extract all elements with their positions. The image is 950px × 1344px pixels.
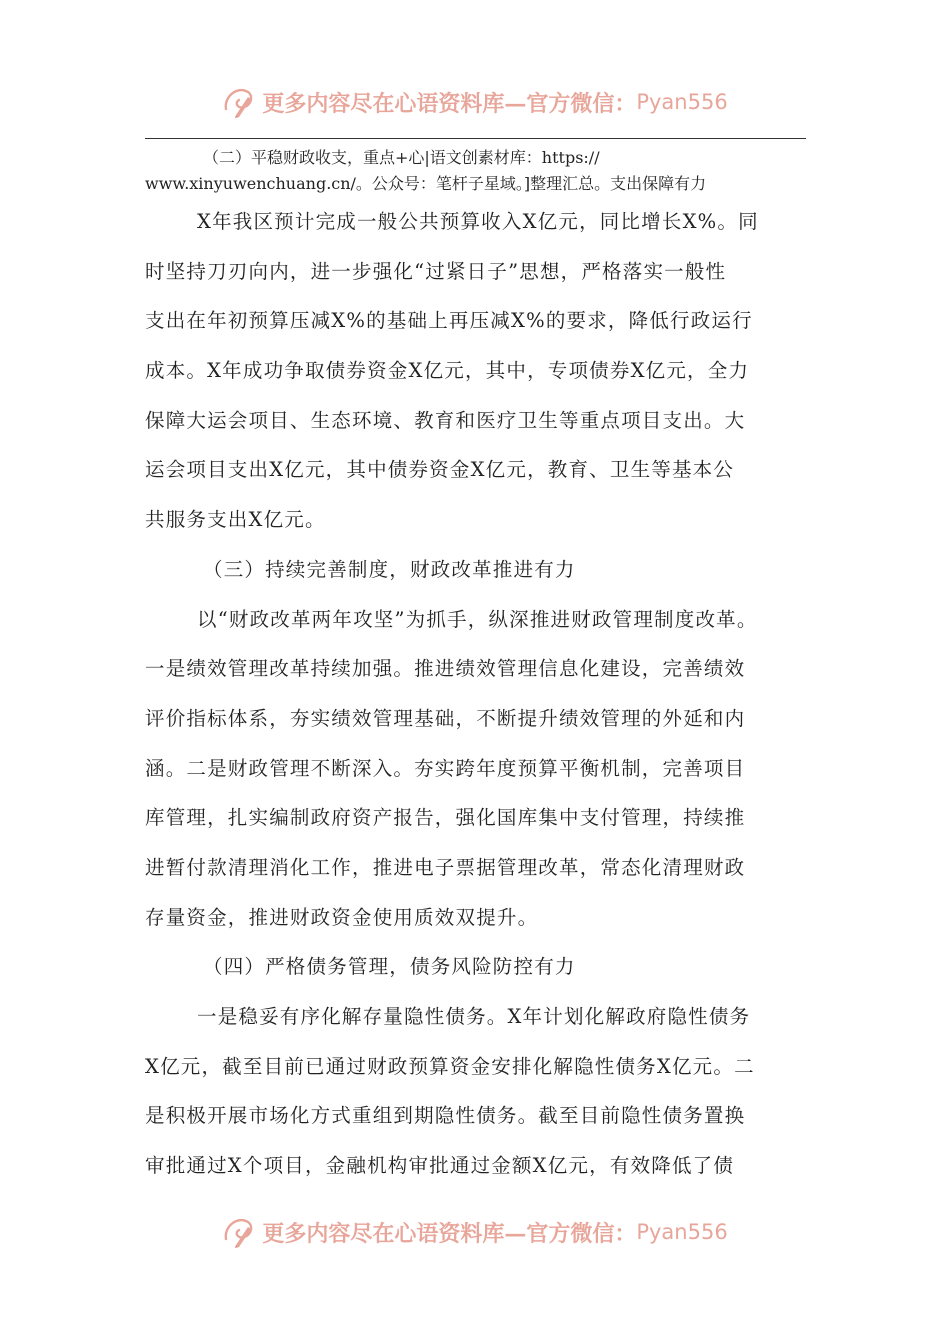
body-line: 涵。二是财政管理不断深入。夯实跨年度预算平衡机制，完善项目 — [145, 756, 746, 780]
pen-swirl-logo-icon — [222, 85, 256, 119]
section-note — [145, 145, 810, 197]
body-line: 共服务支出X亿元。 — [145, 508, 326, 532]
document-body — [145, 197, 810, 1191]
body-line: 以“财政改革两年攻坚”为抓手，纵深推进财政管理制度改革。 — [197, 607, 758, 631]
note-line: （二）平稳财政收支，重点+心|语文创素材库：https:// — [203, 148, 600, 167]
header-rule — [145, 138, 806, 139]
body-line: 评价指标体系，夯实绩效管理基础，不断提升绩效管理的外延和内 — [145, 706, 746, 730]
footer-banner — [0, 1210, 950, 1254]
body-line: 支出在年初预算压减X%的基础上再压减X%的要求，降低行政运行 — [145, 309, 753, 333]
banner-wechat-id: Pyan556 — [636, 90, 728, 114]
body-line: 运会项目支出X亿元，其中债券资金X亿元，教育、卫生等基本公 — [145, 458, 735, 482]
body-line: 保障大运会项目、生态环境、教育和医疗卫生等重点项目支出。大 — [145, 408, 746, 432]
note-line: www.xinyuwenchuang.cn/。公众号：笔杆子星域。]整理汇总。支出保障有力 — [145, 174, 707, 193]
section-heading: （三）持续完善制度，财政改革推进有力 — [203, 557, 576, 581]
header-banner — [0, 80, 950, 124]
section-heading: （四）严格债务管理，债务风险防控有力 — [203, 955, 576, 979]
banner-text: 更多内容尽在心语资料库—官方微信： — [262, 90, 637, 117]
body-line: 成本。X年成功争取债券资金X亿元，其中，专项债券X亿元，全力 — [145, 359, 750, 383]
pen-swirl-logo-icon — [222, 1215, 256, 1249]
body-line: 时坚持刀刃向内，进一步强化“过紧日子”思想，严格落实一般性 — [145, 259, 727, 283]
body-line: X年我区预计完成一般公共预算收入X亿元，同比增长X%。同 — [197, 210, 759, 233]
body-line: 进暂付款清理消化工作，推进电子票据管理改革，常态化清理财政 — [145, 855, 746, 879]
banner-text: 更多内容尽在心语资料库—官方微信： — [262, 1220, 637, 1247]
body-line: X亿元，截至目前已通过财政预算资金安排化解隐性债务X亿元。二 — [145, 1054, 755, 1078]
body-line: 存量资金，推进财政资金使用质效双提升。 — [145, 905, 539, 929]
body-line: 一是稳妥有序化解存量隐性债务。X年计划化解政府隐性债务 — [197, 1005, 751, 1028]
body-line: 审批通过X个项目，金融机构审批通过金额X亿元，有效降低了债 — [145, 1154, 735, 1178]
banner-wechat-id: Pyan556 — [636, 1220, 728, 1244]
body-line: 是积极开展市场化方式重组到期隐性债务。截至目前隐性债务置换 — [145, 1104, 746, 1128]
body-line: 库管理，扎实编制政府资产报告，强化国库集中支付管理，持续推 — [145, 806, 746, 830]
body-line: 一是绩效管理改革持续加强。推进绩效管理信息化建设，完善绩效 — [145, 657, 746, 681]
